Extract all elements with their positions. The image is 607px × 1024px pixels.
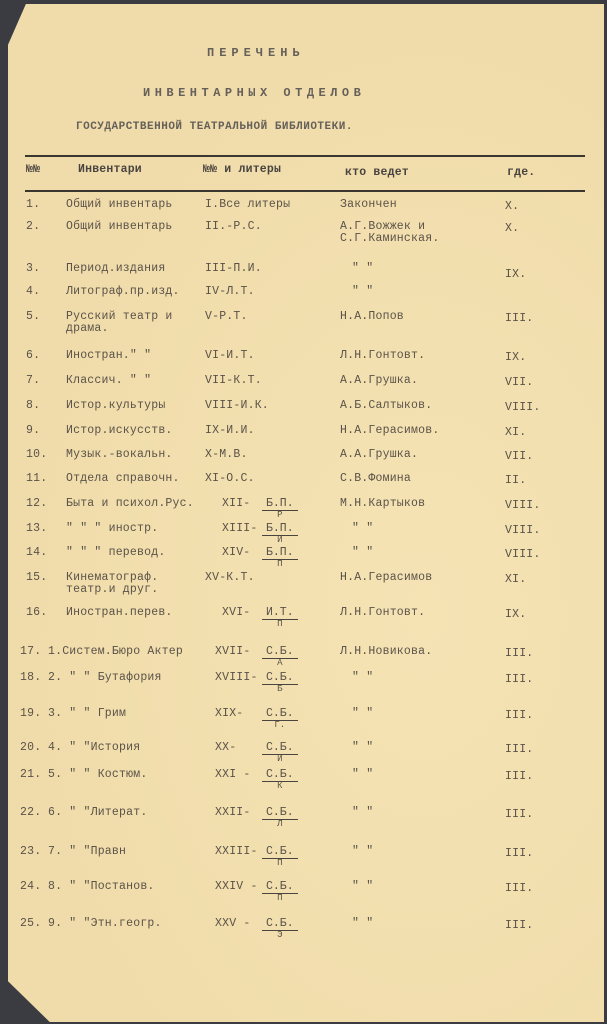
row-letters: II.-Р.С. (205, 220, 262, 233)
row-letters: XVII- (215, 645, 251, 658)
row-keeper: " " (352, 671, 374, 684)
row-where: III. (505, 770, 534, 783)
row-inventory: Русский театр и (66, 310, 173, 323)
row-letters: XXI - (215, 768, 251, 781)
fraction-numerator: Б.П. (262, 497, 298, 511)
fraction-denominator: Л (277, 819, 283, 829)
row-keeper: " " (352, 741, 374, 754)
row-keeper: " " (352, 707, 374, 720)
row-where: III. (505, 709, 534, 722)
doc-title-line-3: ГОСУДАРСТВЕННОЙ ТЕАТРАЛЬНОЙ БИБЛИОТЕКИ. (76, 121, 353, 133)
row-keeper: А.А.Грушка. (340, 448, 419, 461)
row-inventory: Истор.искусств. (66, 424, 173, 437)
row-where: III. (505, 647, 534, 660)
fraction-numerator: С.Б. (262, 880, 298, 894)
row-where: X. (505, 200, 520, 213)
row-keeper: А.А.Грушка. (340, 374, 419, 387)
fraction-numerator: С.Б. (262, 707, 298, 721)
row-number: 13. (26, 522, 48, 535)
col-header-where: где. (507, 166, 536, 179)
row-keeper: " " (352, 546, 374, 559)
row-keeper: " " (352, 806, 374, 819)
doc-title-line-1: ПЕРЕЧЕНЬ (207, 46, 305, 60)
fraction-numerator: И.Т. (262, 606, 298, 620)
row-inventory: Отдела справочн. (66, 472, 180, 485)
fraction-numerator: С.Б. (262, 917, 298, 931)
row-letters: III-П.И. (205, 262, 262, 275)
fraction-denominator: Б (277, 684, 283, 694)
row-inventory: Иностран.перев. (66, 606, 173, 619)
fraction-denominator: П (277, 893, 283, 903)
row-keeper: " " (352, 522, 374, 535)
row-letters-fraction (262, 546, 298, 569)
row-letters: XXIII- (215, 845, 258, 858)
row-where: III. (505, 919, 534, 932)
row-number: 17. (20, 645, 42, 658)
row-letters-fraction (262, 768, 298, 791)
row-where: III. (505, 847, 534, 860)
row-letters: VI-И.Т. (205, 349, 255, 362)
row-inventory: Общий инвентарь (66, 198, 173, 211)
fraction-denominator: Г. (274, 720, 286, 730)
fraction-numerator: С.Б. (262, 671, 298, 685)
row-where: XI. (505, 426, 527, 439)
row-letters: XV-К.Т. (205, 571, 255, 584)
doc-title-line-2: ИНВЕНТАРНЫХ ОТДЕЛОВ (143, 86, 366, 100)
fraction-numerator: С.Б. (262, 741, 298, 755)
row-letters: VIII-И.К. (205, 399, 269, 412)
row-where: III. (505, 673, 534, 686)
row-where: X. (505, 222, 520, 235)
fraction-denominator: К (277, 781, 283, 791)
row-letters: XI-О.С. (205, 472, 255, 485)
row-where: III. (505, 312, 534, 325)
row-number: 24. (20, 880, 42, 893)
row-keeper: Закончен (340, 198, 397, 211)
row-letters-fraction (262, 845, 298, 868)
row-inventory-cont: театр.и друг. (66, 583, 159, 596)
row-keeper: " " (352, 917, 374, 930)
row-letters: XVIII- (215, 671, 258, 684)
row-number: 10. (26, 448, 48, 461)
row-number: 21. (20, 768, 42, 781)
fraction-denominator: Р (277, 510, 283, 520)
row-where: IX. (505, 351, 527, 364)
row-number: 11. (26, 472, 48, 485)
row-inventory: Истор.культуры (66, 399, 166, 412)
row-inventory: 6. " "Литерат. (48, 806, 148, 819)
row-inventory: Общий инвентарь (66, 220, 173, 233)
row-letters: XXV - (215, 917, 251, 930)
row-number: 2. (26, 220, 41, 233)
row-letters: IV-Л.Т. (205, 285, 255, 298)
row-number: 15. (26, 571, 48, 584)
header-top-rule (25, 155, 585, 157)
row-number: 20. (20, 741, 42, 754)
row-where: VIII. (505, 499, 541, 512)
row-letters: XIX- (215, 707, 244, 720)
row-letters-fraction (262, 606, 298, 629)
fraction-denominator: И (277, 535, 283, 545)
row-number: 1. (26, 198, 41, 211)
row-where: VIII. (505, 524, 541, 537)
row-number: 6. (26, 349, 41, 362)
row-letters-fraction (262, 707, 298, 730)
row-letters-fraction (262, 497, 298, 520)
row-letters: XIII- (222, 522, 258, 535)
row-letters: IX-И.И. (205, 424, 255, 437)
row-inventory: 8. " "Постанов. (48, 880, 155, 893)
row-number: 14. (26, 546, 48, 559)
fraction-denominator: П (277, 559, 283, 569)
row-where: VIII. (505, 548, 541, 561)
col-header-keeper: кто ведет (345, 166, 409, 179)
row-letters: XIV- (222, 546, 251, 559)
row-letters-fraction (262, 741, 298, 764)
row-inventory: Музык.-вокальн. (66, 448, 173, 461)
row-keeper: Н.А.Герасимов. (340, 424, 440, 437)
row-inventory: Иностран." " (66, 349, 152, 362)
col-header-letters: №№ и литеры (203, 163, 282, 176)
row-keeper: Н.А.Попов (340, 310, 404, 323)
col-header-inventory: Инвентари (78, 163, 142, 176)
row-where: IX. (505, 268, 527, 281)
row-keeper: М.Н.Картыков (340, 497, 426, 510)
row-letters: XVI- (222, 606, 251, 619)
row-letters: VII-К.Т. (205, 374, 262, 387)
row-number: 25. (20, 917, 42, 930)
fraction-denominator: Э (277, 930, 283, 940)
row-inventory: 7. " "Правн (48, 845, 127, 858)
row-number: 16. (26, 606, 48, 619)
row-where: VII. (505, 376, 534, 389)
row-keeper: А.Г.Вожжек и (340, 220, 426, 233)
col-header-number: №№ (26, 163, 41, 176)
row-inventory: 5. " " Костюм. (48, 768, 148, 781)
row-inventory: 3. " " Грим (48, 707, 127, 720)
row-keeper: Л.Н.Гонтовт. (340, 349, 426, 362)
row-keeper: Л.Н.Гонтовт. (340, 606, 426, 619)
row-inventory-cont: драма. (66, 322, 109, 335)
row-number: 9. (26, 424, 41, 437)
row-letters: I.Все литеры (205, 198, 291, 211)
row-where: III. (505, 743, 534, 756)
row-inventory: Классич. " " (66, 374, 152, 387)
row-letters-fraction (262, 645, 298, 668)
fraction-numerator: Б.П. (262, 546, 298, 560)
fraction-numerator: С.Б. (262, 845, 298, 859)
row-letters-fraction (262, 671, 298, 694)
row-number: 12. (26, 497, 48, 510)
row-where: II. (505, 474, 527, 487)
row-where: IX. (505, 608, 527, 621)
row-inventory: Литограф.пр.изд. (66, 285, 180, 298)
row-keeper-cont: С.Г.Каминская. (340, 232, 440, 245)
row-number: 8. (26, 399, 41, 412)
fraction-numerator: Б.П. (262, 522, 298, 536)
row-keeper: С.В.Фомина (340, 472, 412, 485)
row-number: 18. (20, 671, 42, 684)
row-where: XI. (505, 573, 527, 586)
row-inventory: 1.Систем.Бюро Актер (48, 645, 183, 658)
row-letters-fraction (262, 917, 298, 940)
row-where: VIII. (505, 401, 541, 414)
row-letters: XXIV - (215, 880, 258, 893)
fraction-denominator: А (277, 658, 283, 668)
row-keeper: " " (352, 768, 374, 781)
row-number: 23. (20, 845, 42, 858)
row-number: 3. (26, 262, 41, 275)
fraction-denominator: И (277, 754, 283, 764)
row-letters: XX- (215, 741, 237, 754)
row-where: VII. (505, 450, 534, 463)
row-letters: X-М.В. (205, 448, 248, 461)
row-number: 4. (26, 285, 41, 298)
row-keeper: Н.А.Герасимов (340, 571, 433, 584)
row-letters: V-Р.Т. (205, 310, 248, 323)
row-inventory: Кинематограф. (66, 571, 159, 584)
row-inventory: " " " иностр. (66, 522, 159, 535)
row-keeper: " " (352, 285, 374, 298)
row-keeper: Л.Н.Новикова. (340, 645, 433, 658)
fraction-denominator: П (277, 858, 283, 868)
row-number: 19. (20, 707, 42, 720)
row-inventory: 2. " " Бутафория (48, 671, 162, 684)
fraction-numerator: С.Б. (262, 768, 298, 782)
row-inventory: " " " перевод. (66, 546, 166, 559)
row-number: 22. (20, 806, 42, 819)
row-letters-fraction (262, 880, 298, 903)
fraction-numerator: С.Б. (262, 645, 298, 659)
fraction-denominator: П (277, 619, 283, 629)
row-letters-fraction (262, 806, 298, 829)
row-where: III. (505, 808, 534, 821)
row-inventory: 9. " "Этн.геогр. (48, 917, 162, 930)
row-inventory: Быта и психол.Рус. (66, 497, 194, 510)
row-inventory: 4. " "История (48, 741, 141, 754)
header-bottom-rule (25, 190, 585, 192)
row-keeper: " " (352, 880, 374, 893)
row-number: 7. (26, 374, 41, 387)
row-keeper: " " (352, 845, 374, 858)
row-keeper: " " (352, 262, 374, 275)
row-inventory: Период.издания (66, 262, 166, 275)
row-number: 5. (26, 310, 41, 323)
row-letters-fraction (262, 522, 298, 545)
row-letters: XXII- (215, 806, 251, 819)
fraction-numerator: С.Б. (262, 806, 298, 820)
row-where: III. (505, 882, 534, 895)
row-keeper: А.Б.Салтыков. (340, 399, 433, 412)
row-letters: XII- (222, 497, 251, 510)
